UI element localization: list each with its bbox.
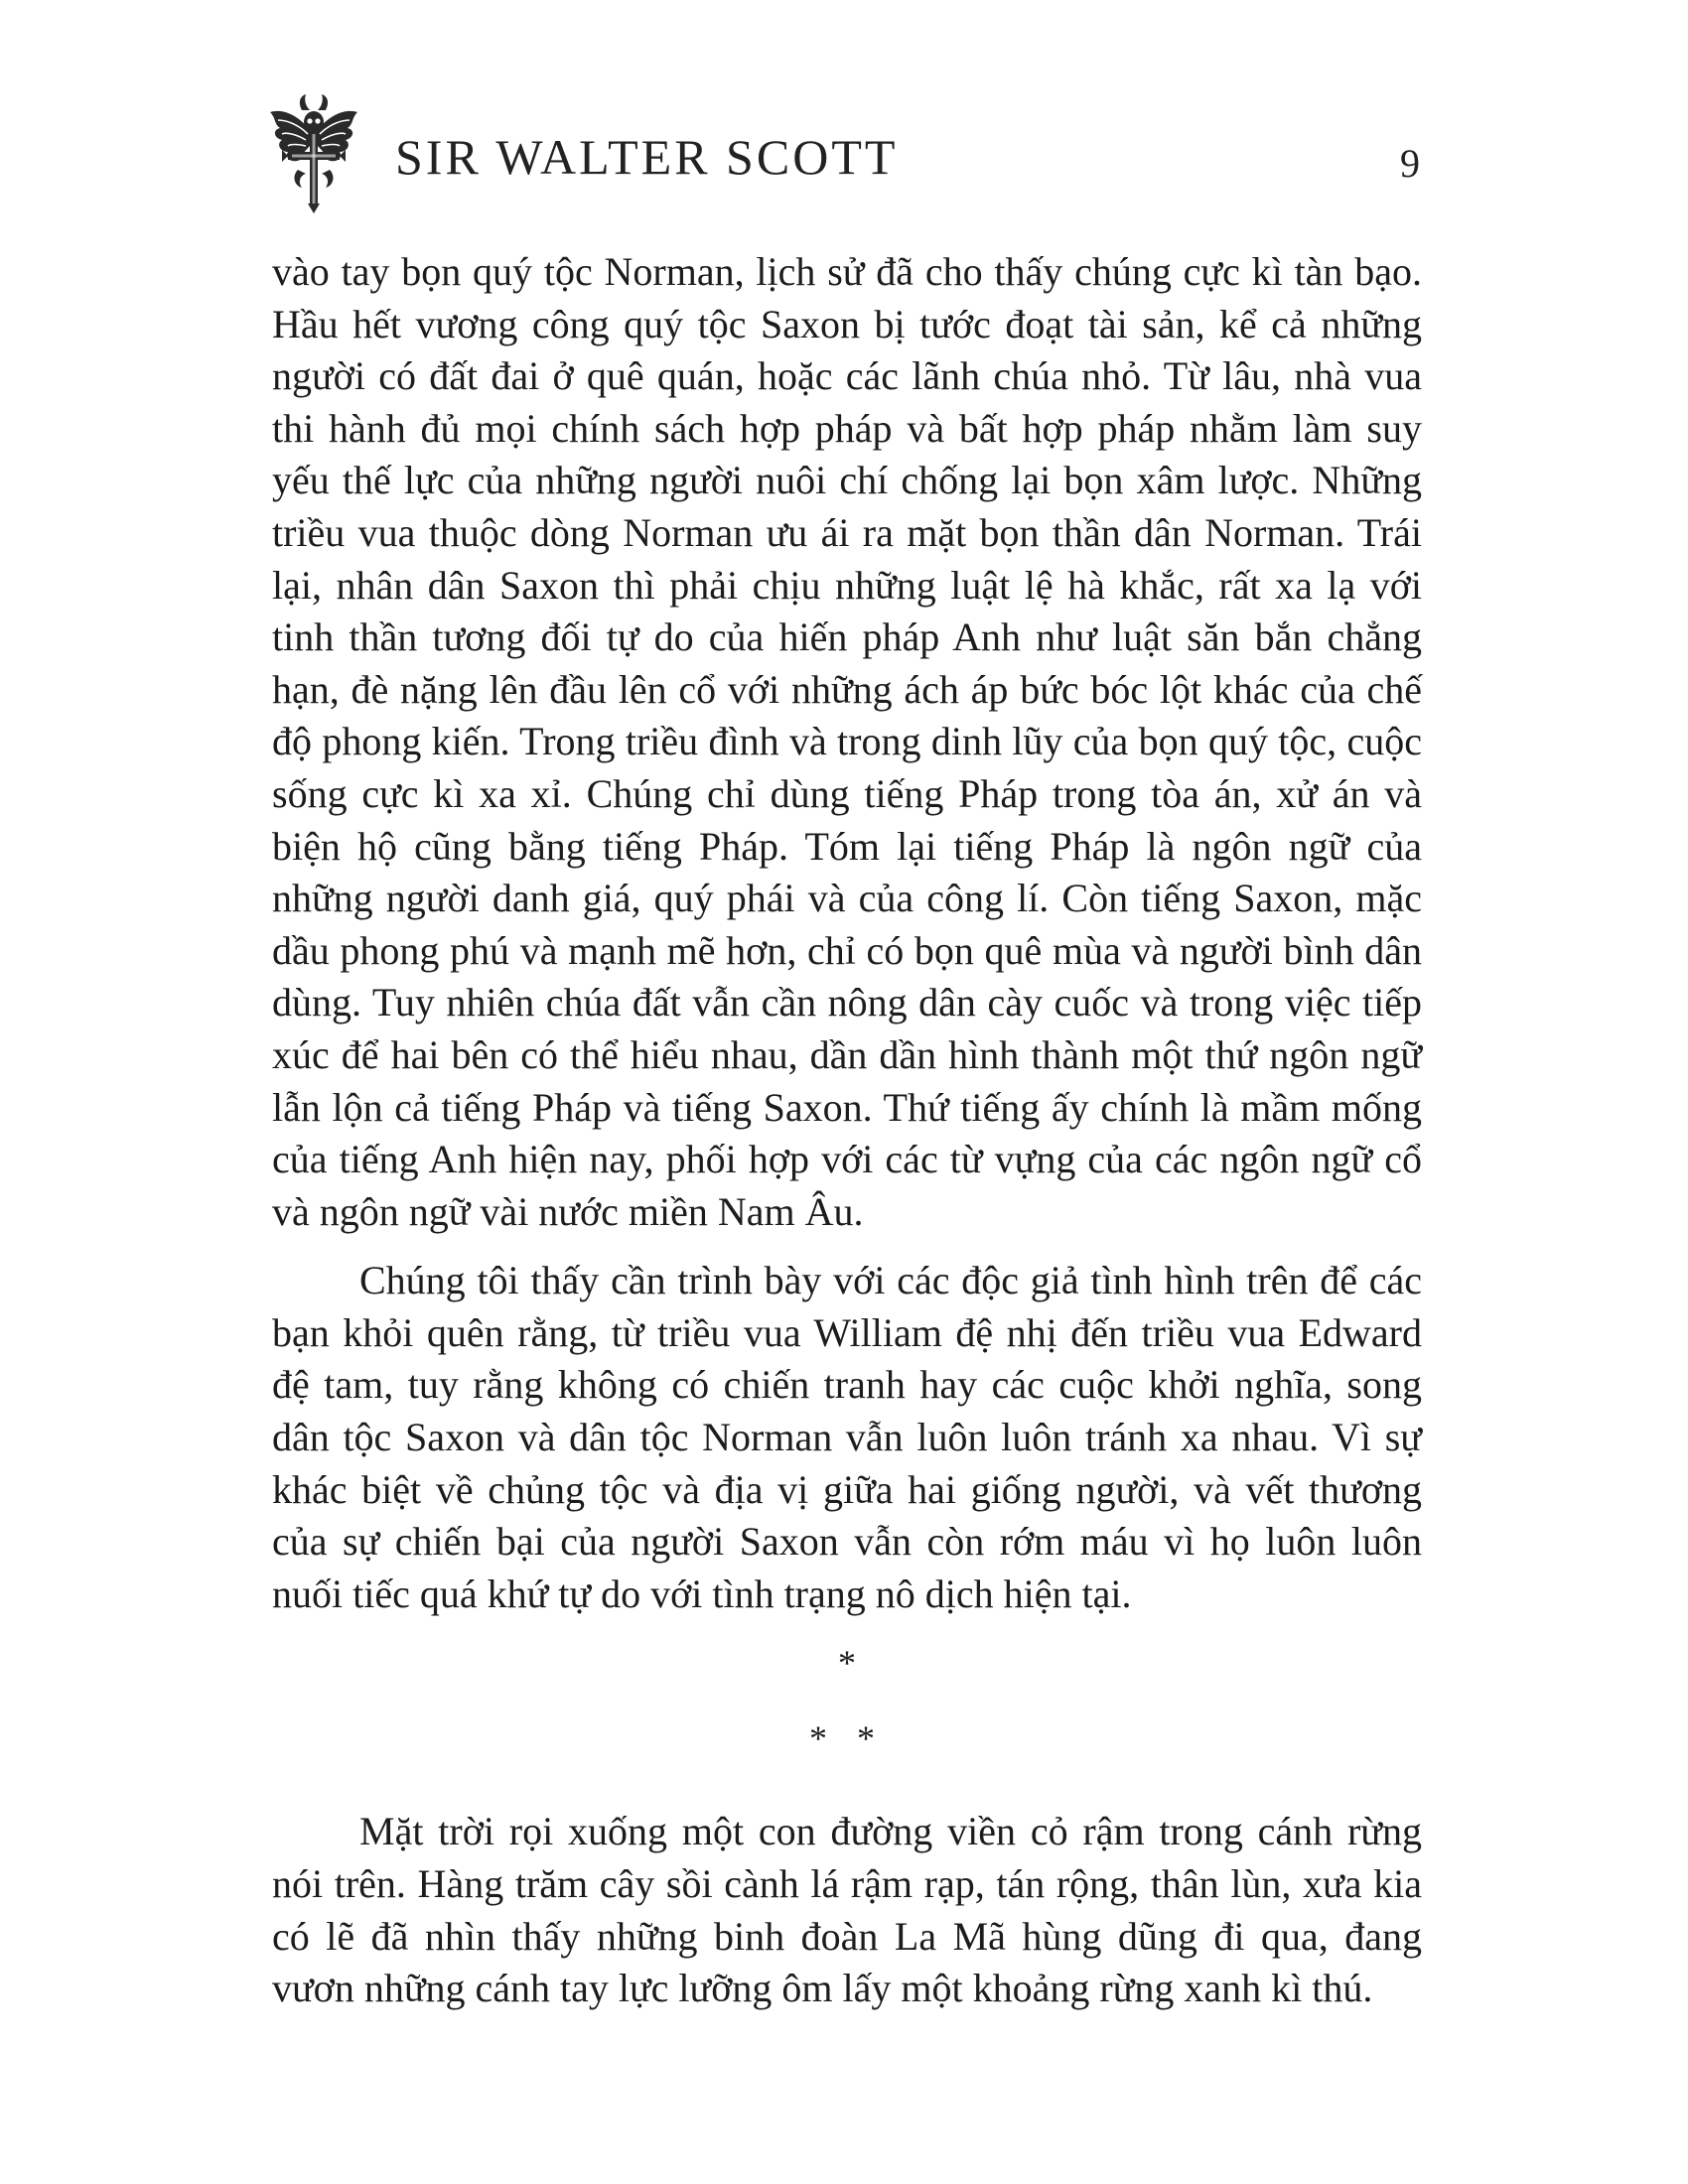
page-number: 9 — [1400, 141, 1420, 186]
section-break-asterisk: * — [838, 1643, 856, 1684]
winged-cross-emblem-icon — [268, 94, 359, 213]
running-title: SIR WALTER SCOTT — [395, 129, 899, 185]
paragraph: vào tay bọn quý tộc Norman, lịch sử đã cho thấy chúng cực kì tàn bạo. Hầu hết vương công quý tộc Saxon bị tước đoạt tài sản, kể cả những người có đất đai ở quê quán, hoặc các lãnh chúa nhỏ. Từ lâu, nhà vua thi hành đủ mọi chính sách hợp pháp và bất hợp pháp nhằm làm suy yếu thế lực của những người nuôi chí chống lại bọn xâm lược. Những triều vua thuộc dòng Norman ưu ái ra mặt bọn thần dân Norman. Trái lại, nhân dân Saxon thì phải chịu những luật lệ hà khắc, rất xa lạ với tinh thần tương đối tự do của hiến pháp Anh như luật săn bắn chẳng hạn, đè nặng lên đầu lên cổ với những ách áp bức bóc lột khác của chế độ phong kiến. Trong triều đình và trong dinh lũy của bọn quý tộc, cuộc sống cực kì xa xỉ. Chúng chỉ dùng tiếng Pháp trong tòa án, xử án và biện hộ cũng bằng tiếng Pháp. Tóm lại tiếng Pháp là ngôn ngữ của những người danh giá, quý phái và của công lí. Còn tiếng Saxon, mặc dầu phong phú và mạnh mẽ hơn, chỉ có bọn quê mùa và người bình dân dùng. Tuy nhiên chúa đất vẫn cần nông dân cày cuốc và trong việc tiếp xúc để hai bên có thể hiểu nhau, dần dần hình thành một thứ ngôn ngữ lẫn lộn cả tiếng Pháp và tiếng Saxon. Thứ tiếng ấy chính là mầm mống của tiếng Anh hiện nay, phối hợp với các từ vựng của các ngôn ngữ cổ và ngôn ngữ vài nước miền Nam Âu. — [272, 249, 1422, 1234]
page-header — [268, 94, 1420, 213]
paragraph: Mặt trời rọi xuống một con đường viền cỏ rậm trong cánh rừng nói trên. Hàng trăm cây sồi cành lá rậm rạp, tán rộng, thân lùn, xưa kia có lẽ đã nhìn thấy những binh đoàn La Mã hùng dũng đi qua, đang vươn những cánh tay lực lưỡng ôm lấy một khoảng rừng xanh kì thú. — [272, 1809, 1422, 2011]
body-text — [272, 246, 1422, 2015]
section-break-asterisks: ** — [809, 1718, 905, 1759]
paragraph: Chúng tôi thấy cần trình bày với các độc giả tình hình trên để các bạn khỏi quên rằng, từ triều vua William đệ nhị đến triều vua Edward đệ tam, tuy rằng không có chiến tranh hay các cuộc khởi nghĩa, song dân tộc Saxon và dân tộc Norman vẫn luôn luôn tránh xa nhau. Vì sự khác biệt về chủng tộc và địa vị giữa hai giống người, và vết thương của sự chiến bại của người Saxon vẫn còn rớm máu vì họ luôn luôn nuối tiếc quá khứ tự do với tình trạng nô dịch hiện tại. — [272, 1258, 1422, 1616]
